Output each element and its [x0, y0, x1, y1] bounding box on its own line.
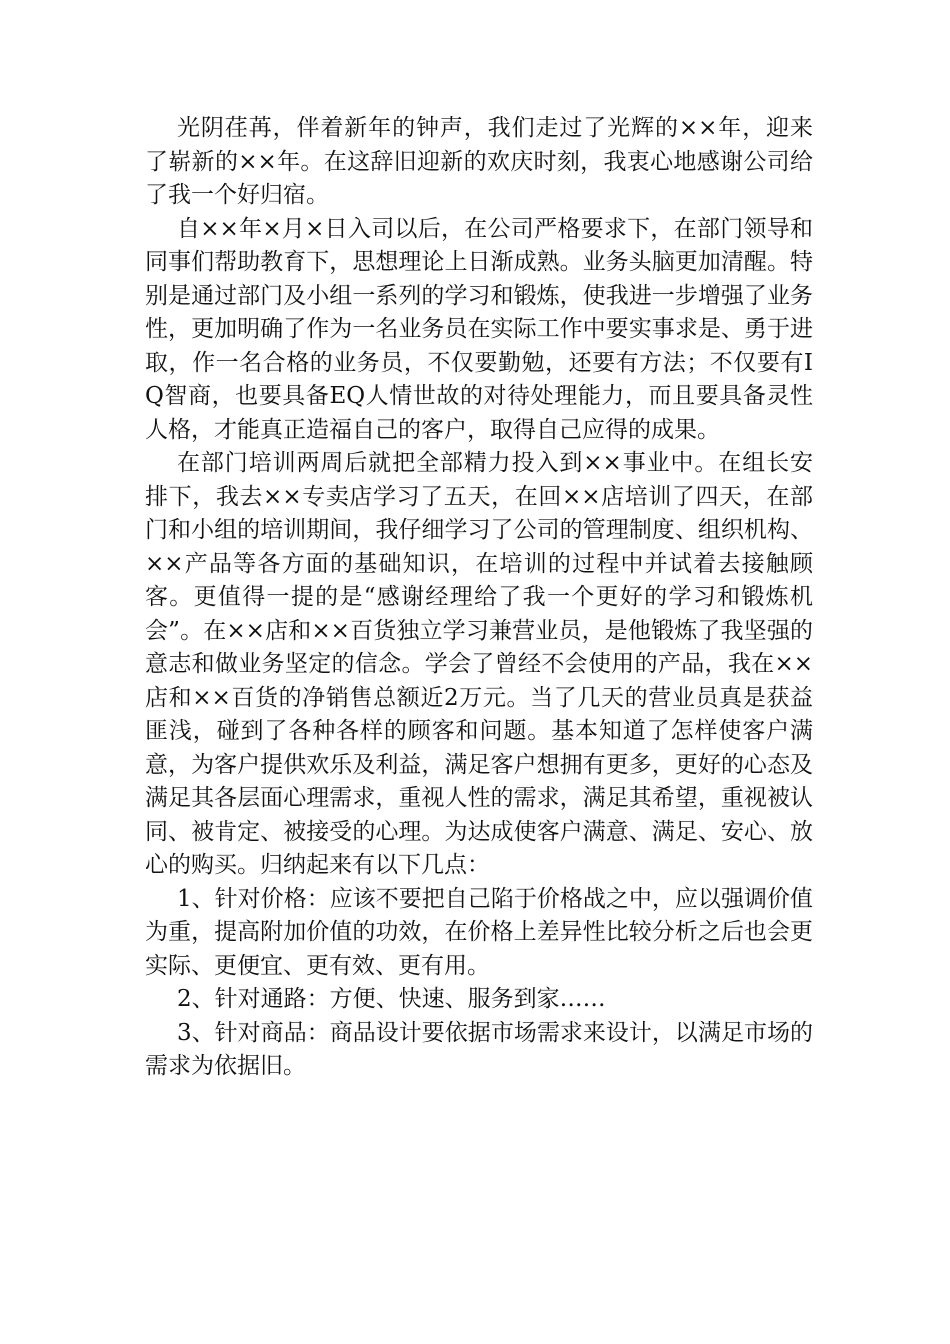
- list-item-product: 3、针对商品：商品设计要依据市场需求来设计，以满足市场的需求为依据旧。: [145, 1019, 813, 1079]
- paragraph-intro: 光阴荏苒，伴着新年的钟声，我们走过了光辉的××年，迎来了崭新的××年。在这辞旧迎新的欢庆时刻，我衷心地感谢公司给了我一个好归宿。: [145, 115, 813, 208]
- paragraph-joining: 自××年×月×日入司以后，在公司严格要求下，在部门领导和同事们帮助教育下，思想理论上日渐成熟。业务头脑更加清醒。特别是通过部门及小组一系列的学习和锻炼，使我进一步增强了业务性，更加明确了作为一名业务员在实际工作中要实事求是、勇于进取，作一名合格的业务员，不仅要勤勉，还要有方法；不仅要有IQ智商，也要具备EQ人情世故的对待处理能力，而且要具备灵性人格，才能真正造福自己的客户，取得自己应得的成果。: [145, 215, 813, 443]
- document-body: [145, 112, 813, 1084]
- list-item-price: 1、针对价格：应该不要把自己陷于价格战之中，应以强调价值为重，提高附加价值的功效，在价格上差异性比较分析之后也会更实际、更便宜、更有效、更有用。: [145, 885, 813, 979]
- list-item-channel: 2、针对通路：方便、快速、服务到家……: [177, 986, 606, 1012]
- paragraph-training: 在部门培训两周后就把全部精力投入到××事业中。在组长安排下，我去××专卖店学习了五天，在回××店培训了四天，在部门和小组的培训期间，我仔细学习了公司的管理制度、组织机构、××产品等各方面的基础知识，在培训的过程中并试着去接触顾客。更值得一提的是“感谢经理给了我一个更好的学习和锻炼机会”。在××店和××百货独立学习兼营业员，是他锻炼了我坚强的意志和做业务坚定的信念。学会了曾经不会使用的产品，我在××店和××百货的净销售总额近2万元。当了几天的营业员真是获益匪浅，碰到了各种各样的顾客和问题。基本知道了怎样使客户满意，为客户提供欢乐及利益，满足客户想拥有更多，更好的心态及满足其各层面心理需求，重视人性的需求，满足其希望，重视被认同、被肯定、被接受的心理。为达成使客户满意、满足、安心、放心的购买。归纳起来有以下几点：: [145, 450, 813, 878]
